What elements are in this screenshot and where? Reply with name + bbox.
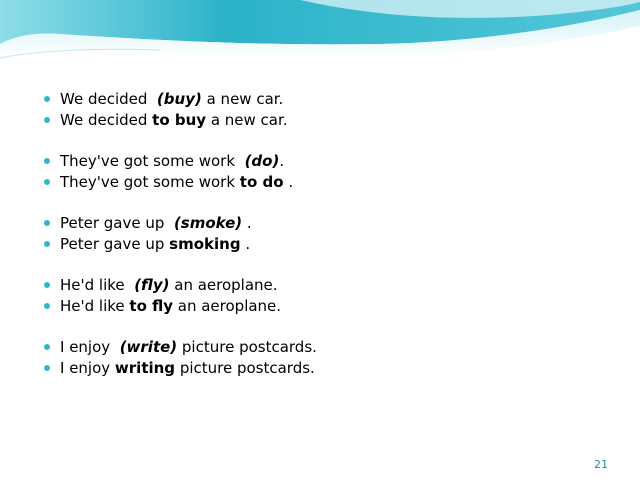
verb-hint: (smoke) (173, 213, 243, 232)
answer-text-end: picture postcards. (175, 358, 315, 377)
question-text-end: picture postcards. (177, 337, 317, 356)
answer-verb: smoking (169, 234, 241, 253)
answer-text-end: . (283, 172, 294, 191)
bullet-icon (44, 220, 50, 226)
bullet-icon (44, 303, 50, 309)
answer-line (44, 233, 604, 254)
answer-verb: writing (114, 358, 176, 377)
answer-verb: to do (239, 172, 284, 191)
question-line (44, 274, 604, 295)
bullet-icon (44, 179, 50, 185)
question-line (44, 88, 604, 109)
bullet-icon (44, 117, 50, 123)
question-text: Peter gave up (60, 213, 174, 232)
answer-line (44, 109, 604, 130)
answer-text: He'd like (60, 296, 130, 315)
answer-line (44, 171, 604, 192)
answer-text-end: . (240, 234, 251, 253)
exercise-pair (44, 336, 604, 378)
bullet-icon (44, 344, 50, 350)
answer-verb: to fly (129, 296, 173, 315)
answer-line (44, 295, 604, 316)
verb-hint: (do) (244, 151, 280, 170)
question-text: I enjoy (60, 337, 120, 356)
question-text-end: an aeroplane. (169, 275, 278, 294)
answer-text: We decided (60, 110, 153, 129)
answer-verb: to buy (152, 110, 207, 129)
bullet-icon (44, 158, 50, 164)
bullet-icon (44, 96, 50, 102)
question-text-end: . (279, 151, 285, 170)
question-text: They've got some work (60, 151, 245, 170)
answer-text: Peter gave up (60, 234, 170, 253)
question-line (44, 150, 604, 171)
answer-text-end: a new car. (206, 110, 288, 129)
verb-hint: (buy) (156, 89, 202, 108)
exercise-list (44, 88, 604, 398)
question-text: We decided (60, 89, 157, 108)
exercise-pair (44, 150, 604, 192)
answer-text: They've got some work (60, 172, 240, 191)
answer-text: I enjoy (60, 358, 115, 377)
bullet-icon (44, 282, 50, 288)
answer-line (44, 357, 604, 378)
question-line (44, 336, 604, 357)
question-line (44, 212, 604, 233)
header-wave-decoration (0, 0, 640, 80)
question-text: He'd like (60, 275, 135, 294)
exercise-pair (44, 88, 604, 130)
bullet-icon (44, 365, 50, 371)
question-text-end: a new car. (201, 89, 284, 108)
exercise-pair (44, 212, 604, 254)
bullet-icon (44, 241, 50, 247)
slide-number: 21 (594, 458, 608, 471)
answer-text-end: an aeroplane. (173, 296, 282, 315)
exercise-pair (44, 274, 604, 316)
verb-hint: (write) (119, 337, 178, 356)
verb-hint: (fly) (134, 275, 170, 294)
question-text-end: . (242, 213, 252, 232)
